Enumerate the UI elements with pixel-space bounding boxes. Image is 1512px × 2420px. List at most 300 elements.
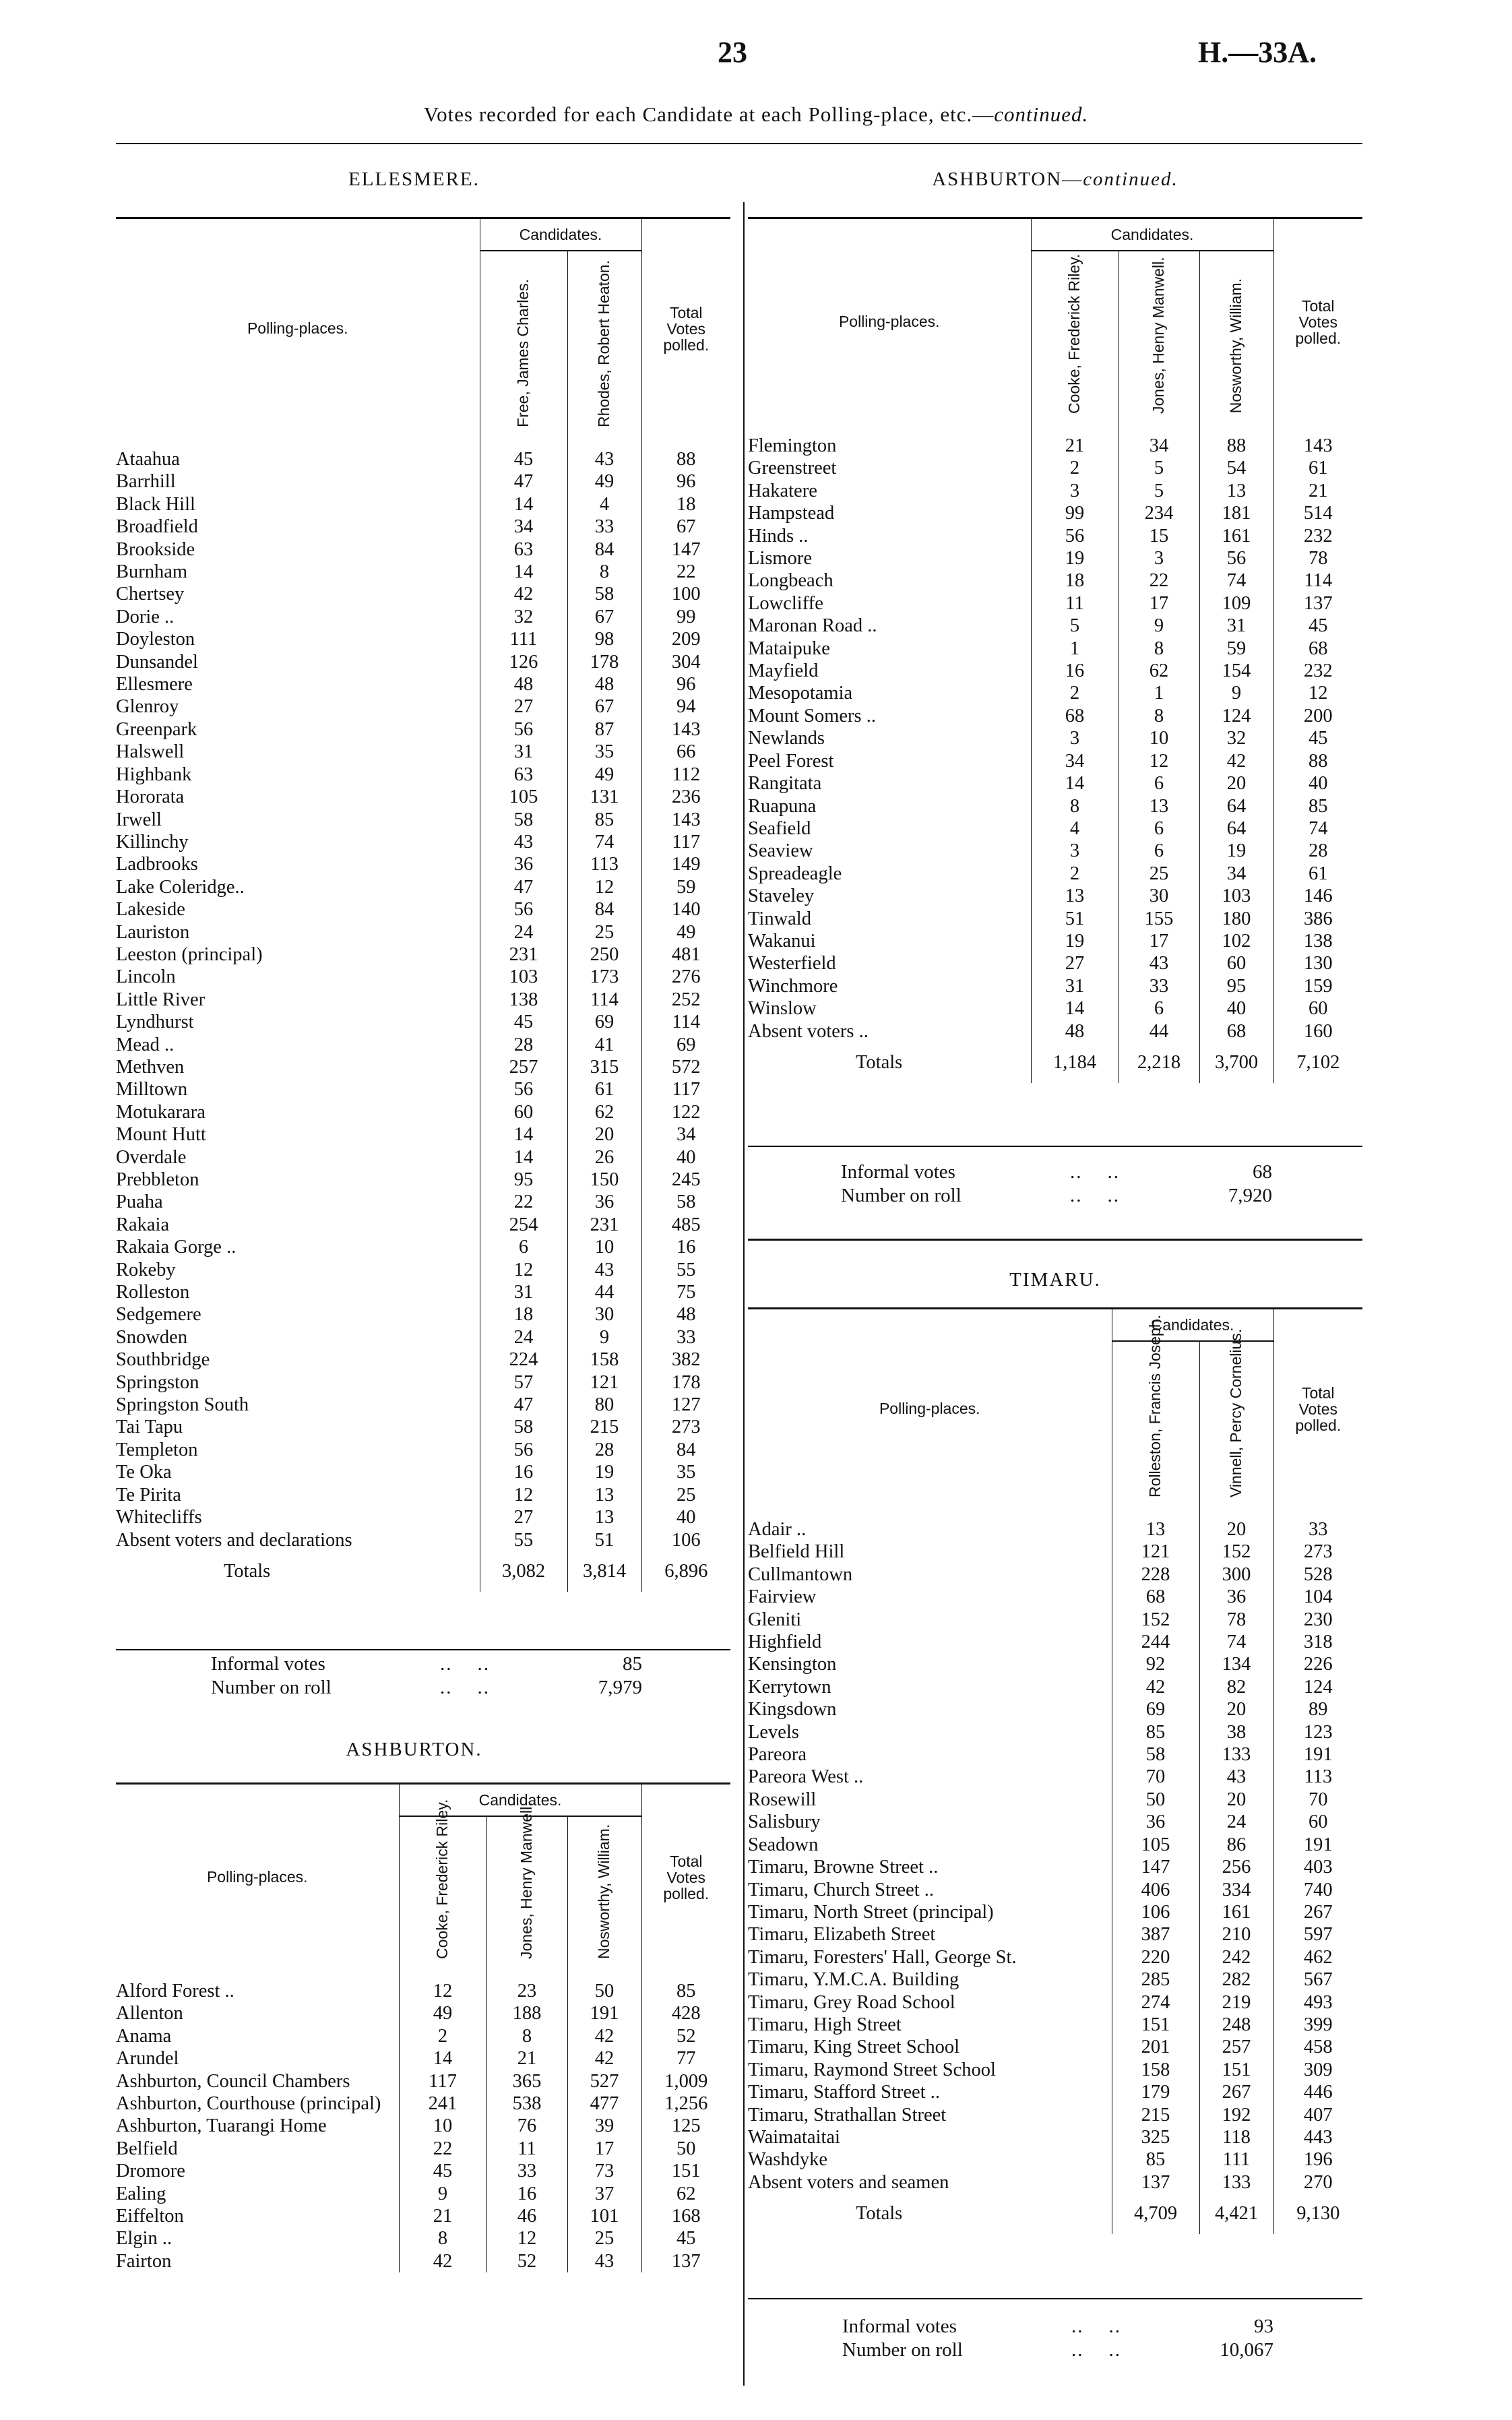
table-row xyxy=(748,1991,1362,2014)
timaru-informal-votes: 93 xyxy=(1254,2316,1273,2337)
total-votes-cell: 88 xyxy=(641,448,730,470)
dot-leader: .. .. xyxy=(1070,1185,1120,1206)
polling-place-name: Killinchy xyxy=(116,831,189,852)
table-row xyxy=(748,997,1362,1020)
total-votes-cell: 740 xyxy=(1273,1879,1362,1901)
polling-place-name: Te Pirita xyxy=(116,1484,181,1506)
table-row xyxy=(116,1101,730,1123)
candidate-votes-cell: 95 xyxy=(480,1169,567,1191)
number-on-roll-label: Number on roll xyxy=(211,1677,332,1698)
candidate-votes-cell: 95 xyxy=(1199,975,1273,997)
candidate-votes-cell: 102 xyxy=(1199,930,1273,952)
candidate-votes-cell: 14 xyxy=(480,1123,567,1146)
candidate-votes-cell: 36 xyxy=(1112,1811,1199,1833)
table-row xyxy=(748,795,1362,817)
candidate-votes-cell: 13 xyxy=(1112,1518,1199,1541)
candidate-votes-cell: 42 xyxy=(567,2025,641,2047)
total-votes-cell: 45 xyxy=(1273,615,1362,637)
polling-place-name: Fairton xyxy=(116,2250,172,2272)
table-row xyxy=(116,2227,730,2250)
candidate-votes-cell: 50 xyxy=(1112,1789,1199,1811)
dot-leader: .. .. xyxy=(440,1653,490,1675)
total-votes-cell: 94 xyxy=(641,695,730,718)
total-votes-cell: 58 xyxy=(641,1191,730,1213)
polling-place-name: Seafield xyxy=(748,817,811,839)
table-row xyxy=(748,1676,1362,1698)
polling-place-name: Gleniti xyxy=(748,1609,802,1630)
table-row xyxy=(116,1303,730,1326)
total-votes-cell: 48 xyxy=(641,1303,730,1326)
polling-place-name: Hampstead xyxy=(748,503,835,524)
candidate-votes-cell: 56 xyxy=(480,1078,567,1100)
spacer-cell xyxy=(480,439,567,448)
candidate-votes-cell: 158 xyxy=(567,1348,641,1371)
candidate-votes-cell: 82 xyxy=(1199,1676,1273,1698)
table-row xyxy=(748,638,1362,660)
table-row xyxy=(116,2092,730,2115)
polling-place-name: Kingsdown xyxy=(748,1699,837,1720)
candidate-votes-cell: 85 xyxy=(567,809,641,831)
candidate-votes-cell: 85 xyxy=(1112,1721,1199,1743)
polling-place-name: Lake Coleridge.. xyxy=(116,876,245,898)
polling-place-name: Absent voters and seamen xyxy=(748,2171,949,2193)
total-votes-cell: 403 xyxy=(1273,1856,1362,1878)
polling-place-name: Pareora West .. xyxy=(748,1766,864,1788)
polling-place-name: Dunsandel xyxy=(116,651,198,673)
table-row xyxy=(116,516,730,538)
ellesmere-footer xyxy=(211,1652,642,1700)
polling-place-name: Timaru, Foresters' Hall, George St. xyxy=(748,1946,1017,1968)
spacer-cell xyxy=(567,1971,641,1980)
candidate-votes-cell: 20 xyxy=(1199,1518,1273,1541)
candidate-votes-cell: 1 xyxy=(1119,682,1199,704)
candidate-votes-cell: 158 xyxy=(1112,2059,1199,2081)
candidate-votes-cell: 56 xyxy=(1199,547,1273,569)
table-row xyxy=(748,1834,1362,1856)
candidate-votes-cell: 36 xyxy=(480,853,567,875)
total-votes-cell: 458 xyxy=(1273,2036,1362,2058)
total-votes-cell: 78 xyxy=(1273,547,1362,569)
polling-place-name: Timaru, Grey Road School xyxy=(748,1991,955,2013)
polling-place-name: Ashburton, Tuarangi Home xyxy=(116,2115,327,2137)
polling-place-name: Levels xyxy=(748,1721,799,1743)
polling-place-name: Pareora xyxy=(748,1744,807,1766)
polling-place-name: Timaru, Strathallan Street xyxy=(748,2104,947,2126)
total-votes-cell: 191 xyxy=(1273,1834,1362,1856)
table-row xyxy=(748,1901,1362,1923)
candidate-votes-cell: 8 xyxy=(399,2227,486,2250)
total-votes-cell: 168 xyxy=(641,2205,730,2227)
candidate-votes-cell: 25 xyxy=(567,921,641,943)
candidate-votes-cell: 56 xyxy=(1031,525,1119,547)
polling-place-name: Wakanui xyxy=(748,930,816,952)
candidate-votes-cell: 17 xyxy=(1119,930,1199,952)
table-row xyxy=(116,1461,730,1483)
candidate-votes-cell: 8 xyxy=(1031,795,1119,817)
totals-label: Totals xyxy=(224,1560,271,1582)
candidate-votes-cell: 32 xyxy=(480,606,567,628)
table-row xyxy=(116,1034,730,1056)
polling-place-name: Lakeside xyxy=(116,899,185,921)
candidate-votes-cell: 42 xyxy=(1199,750,1273,772)
table-row xyxy=(748,1586,1362,1608)
table-row xyxy=(748,457,1362,479)
candidate-votes-cell: 147 xyxy=(1112,1856,1199,1878)
polling-place-name: Washdyke xyxy=(748,2149,828,2171)
candidate-votes-cell: 150 xyxy=(567,1169,641,1191)
candidate-votes-cell: 161 xyxy=(1199,1901,1273,1923)
candidate-votes-cell: 19 xyxy=(1031,547,1119,569)
candidate-votes-cell: 47 xyxy=(480,876,567,898)
candidate-votes-cell: 234 xyxy=(1119,502,1199,524)
table-row xyxy=(748,1766,1362,1788)
total-votes-cell: 112 xyxy=(641,764,730,786)
total-votes-cell: 178 xyxy=(641,1371,730,1394)
polling-place-name: Springston xyxy=(116,1371,199,1393)
total-votes-cell: 443 xyxy=(1273,2126,1362,2148)
polling-place-name: Mount Somers .. xyxy=(748,705,877,726)
table-row xyxy=(116,561,730,583)
candidate-votes-cell: 76 xyxy=(486,2115,567,2137)
total-votes-cell: 88 xyxy=(1273,750,1362,772)
total-votes-cell: 45 xyxy=(641,2227,730,2250)
candidate-name: Jones, Henry Manwell. xyxy=(517,1801,536,1959)
total-votes-cell: 160 xyxy=(1273,1020,1362,1043)
candidate-votes-cell: 87 xyxy=(567,718,641,741)
table-row xyxy=(116,2025,730,2047)
ashburton-table xyxy=(116,1783,730,2272)
candidate-votes-cell: 17 xyxy=(1119,592,1199,615)
total-votes-cell: 123 xyxy=(1273,1721,1362,1743)
total-votes-cell: 428 xyxy=(641,2002,730,2024)
candidate-votes-cell: 51 xyxy=(1031,908,1119,930)
candidate-votes-cell: 26 xyxy=(567,1146,641,1169)
candidate-votes-cell: 22 xyxy=(399,2138,486,2160)
candidate-votes-cell: 74 xyxy=(1199,1631,1273,1653)
total-votes-cell: 147 xyxy=(641,538,730,561)
candidate-votes-cell: 18 xyxy=(1031,569,1119,592)
candidate-votes-cell: 274 xyxy=(1112,1991,1199,2014)
spacer-cell xyxy=(399,1971,486,1980)
polling-place-name: Mead .. xyxy=(116,1034,175,1055)
total-votes-cell: 273 xyxy=(641,1416,730,1438)
table-row xyxy=(116,2002,730,2024)
page-title xyxy=(0,102,1512,127)
polling-place-name: Motukarara xyxy=(116,1101,206,1123)
candidate-votes-cell: 2 xyxy=(1031,457,1119,479)
candidate-votes-cell: 34 xyxy=(1119,435,1199,457)
candidate-votes-cell: 161 xyxy=(1199,525,1273,547)
candidate-votes-cell: 30 xyxy=(1119,885,1199,907)
polling-place-name: Te Oka xyxy=(116,1462,172,1483)
table-row xyxy=(116,1259,730,1281)
section-separator xyxy=(748,1239,1362,1241)
grand-total-cell: 6,896 xyxy=(641,1551,730,1592)
candidate-votes-cell: 43 xyxy=(480,831,567,853)
candidate-votes-cell: 3 xyxy=(1119,547,1199,569)
table-row xyxy=(116,2250,730,2272)
candidate-votes-cell: 44 xyxy=(567,1281,641,1303)
table-row xyxy=(116,2070,730,2092)
table-row xyxy=(748,2148,1362,2171)
candidate-name-header xyxy=(1199,251,1273,425)
polling-place-name: Sedgemere xyxy=(116,1304,201,1326)
spacer-cell xyxy=(641,1971,730,1980)
total-votes-cell: 40 xyxy=(641,1146,730,1169)
candidate-votes-cell: 219 xyxy=(1199,1991,1273,2014)
polling-place-name: Timaru, North Street (principal) xyxy=(748,1901,994,1923)
candidate-votes-cell: 10 xyxy=(1119,727,1199,749)
candidate-votes-cell: 43 xyxy=(567,448,641,470)
table-row xyxy=(116,741,730,763)
total-votes-cell: 35 xyxy=(641,1461,730,1483)
table-row xyxy=(748,1653,1362,1675)
table-row xyxy=(748,502,1362,524)
candidate-votes-cell: 61 xyxy=(567,1078,641,1100)
polling-place-name: Overdale xyxy=(116,1146,187,1168)
candidate-votes-cell: 4 xyxy=(1031,817,1119,840)
total-votes-cell: 62 xyxy=(641,2183,730,2205)
table-row xyxy=(748,1743,1362,1766)
polling-place-name: Staveley xyxy=(748,886,815,907)
total-votes-cell: 100 xyxy=(641,583,730,605)
table-row xyxy=(748,1879,1362,1901)
spacer-cell xyxy=(486,1971,567,1980)
candidate-name-header xyxy=(567,251,641,439)
total-votes-cell: 89 xyxy=(1273,1698,1362,1720)
table-row xyxy=(748,2104,1362,2126)
candidate-votes-cell: 527 xyxy=(567,2070,641,2092)
candidate-votes-cell: 387 xyxy=(1112,1923,1199,1946)
candidate-votes-cell: 45 xyxy=(399,2160,486,2182)
polling-place-name: Templeton xyxy=(116,1439,198,1460)
total-votes-cell: 232 xyxy=(1273,525,1362,547)
candidate-votes-cell: 178 xyxy=(567,651,641,673)
polling-place-name: Adair .. xyxy=(748,1519,807,1540)
polling-place-name: Allenton xyxy=(116,2003,183,2024)
candidate-votes-cell: 33 xyxy=(1119,975,1199,997)
polling-place-name: Greenpark xyxy=(116,718,197,740)
candidate-votes-cell: 155 xyxy=(1119,908,1199,930)
candidate-votes-cell: 9 xyxy=(399,2183,486,2205)
candidate-votes-cell: 138 xyxy=(480,989,567,1011)
polling-place-name: Irwell xyxy=(116,809,162,830)
total-votes-cell: 127 xyxy=(641,1394,730,1416)
polling-place-name: Flemington xyxy=(748,435,837,456)
spacer-cell xyxy=(116,439,480,448)
table-row xyxy=(116,1416,730,1438)
spacer-cell xyxy=(748,1509,1112,1518)
ashburton-number-on-roll: 7,920 xyxy=(1228,1185,1272,1206)
total-votes-cell: 59 xyxy=(641,876,730,898)
total-votes-cell: 572 xyxy=(641,1056,730,1078)
polling-place-name: Timaru, Raymond Street School xyxy=(748,2059,996,2080)
candidate-votes-cell: 49 xyxy=(399,2002,486,2024)
candidate-name-header xyxy=(1199,1328,1273,1509)
table-row xyxy=(116,718,730,741)
dot-leader: .. .. xyxy=(440,1677,490,1698)
candidate-votes-cell: 57 xyxy=(480,1371,567,1394)
total-votes-cell: 60 xyxy=(1273,1811,1362,1833)
polling-place-name: Black Hill xyxy=(116,493,195,515)
candidate-votes-cell: 64 xyxy=(1199,817,1273,840)
candidate-votes-cell: 12 xyxy=(1119,750,1199,772)
table-row xyxy=(748,525,1362,547)
table-row xyxy=(748,817,1362,840)
candidate-votes-cell: 33 xyxy=(567,516,641,538)
candidate-votes-cell: 20 xyxy=(1199,1698,1273,1720)
table-row xyxy=(748,592,1362,615)
candidate-votes-cell: 315 xyxy=(567,1056,641,1078)
total-votes-cell: 143 xyxy=(1273,435,1362,457)
total-votes-cell: 159 xyxy=(1273,975,1362,997)
candidate-votes-cell: 43 xyxy=(567,1259,641,1281)
total-votes-cell: 50 xyxy=(641,2138,730,2160)
candidate-votes-cell: 42 xyxy=(480,583,567,605)
total-votes-cell: 96 xyxy=(641,470,730,493)
total-votes-cell: 304 xyxy=(641,651,730,673)
candidate-votes-cell: 62 xyxy=(567,1101,641,1123)
candidate-votes-cell: 58 xyxy=(480,1416,567,1438)
candidates-header: Candidates. xyxy=(480,218,641,251)
polling-place-name: Waimataitai xyxy=(748,2126,840,2148)
table-row xyxy=(748,975,1362,997)
ashburton-continued-title-main: ASHBURTON— xyxy=(932,168,1083,190)
candidate-votes-cell: 121 xyxy=(567,1371,641,1394)
polling-place-name: Salisbury xyxy=(748,1811,821,1833)
candidate-votes-cell: 285 xyxy=(1112,1968,1199,1991)
polling-place-name: Brookside xyxy=(116,538,195,560)
candidate-votes-cell: 256 xyxy=(1199,1856,1273,1878)
polling-place-name: Alford Forest .. xyxy=(116,1981,234,2002)
table-row xyxy=(748,1609,1362,1631)
table-row xyxy=(116,1236,730,1258)
polling-place-name: Rangitata xyxy=(748,773,822,795)
total-votes-cell: 267 xyxy=(1273,1901,1362,1923)
candidate-votes-cell: 45 xyxy=(480,448,567,470)
informal-votes-label: Informal votes xyxy=(842,2316,957,2337)
candidate-votes-cell: 105 xyxy=(480,786,567,808)
candidate-votes-cell: 78 xyxy=(1199,1609,1273,1631)
polling-place-name: Leeston (principal) xyxy=(116,943,263,965)
candidate-votes-cell: 228 xyxy=(1112,1563,1199,1586)
total-votes-cell: 1,256 xyxy=(641,2092,730,2115)
table-row xyxy=(748,660,1362,682)
polling-places-header: Polling-places. xyxy=(748,218,1031,425)
total-votes-cell: 33 xyxy=(641,1326,730,1348)
candidate-votes-cell: 210 xyxy=(1199,1923,1273,1946)
candidate-votes-cell: 14 xyxy=(399,2047,486,2070)
candidates-header: Candidates. xyxy=(399,1784,641,1816)
candidate-votes-cell: 14 xyxy=(1031,772,1119,795)
candidate-votes-cell: 41 xyxy=(567,1034,641,1056)
total-votes-cell: 124 xyxy=(1273,1676,1362,1698)
table-row xyxy=(116,493,730,516)
candidate-votes-cell: 56 xyxy=(480,898,567,921)
total-votes-cell: 191 xyxy=(1273,1743,1362,1766)
table-row xyxy=(748,682,1362,704)
candidate-votes-cell: 3 xyxy=(1031,840,1119,862)
total-votes-cell: 143 xyxy=(641,809,730,831)
candidate-votes-cell: 134 xyxy=(1199,1653,1273,1675)
candidate-votes-cell: 12 xyxy=(486,2227,567,2250)
candidate-name: Rhodes, Robert Heaton. xyxy=(595,259,613,427)
candidate-votes-cell: 1 xyxy=(1031,638,1119,660)
candidate-votes-cell: 22 xyxy=(480,1191,567,1213)
polling-place-name: Ellesmere xyxy=(116,674,193,695)
candidate-votes-cell: 33 xyxy=(486,2160,567,2182)
total-votes-cell: 137 xyxy=(641,2250,730,2272)
candidate-votes-cell: 152 xyxy=(1112,1609,1199,1631)
candidate-votes-cell: 56 xyxy=(480,1439,567,1461)
candidate-votes-cell: 85 xyxy=(1112,2148,1199,2171)
spacer-cell xyxy=(1273,425,1362,435)
candidate-votes-cell: 50 xyxy=(567,1980,641,2002)
totals-row xyxy=(748,1043,1362,1083)
candidate-votes-cell: 11 xyxy=(1031,592,1119,615)
page-title-main: Votes recorded for each Candidate at each Polling-place, etc.— xyxy=(423,102,995,126)
table-row xyxy=(116,470,730,493)
total-votes-cell: 61 xyxy=(1273,863,1362,885)
total-votes-cell: 85 xyxy=(641,1980,730,2002)
informal-votes-label: Informal votes xyxy=(211,1653,325,1675)
candidate-votes-cell: 68 xyxy=(1112,1586,1199,1608)
candidate-votes-cell: 8 xyxy=(486,2025,567,2047)
total-votes-header: Total Votes polled. xyxy=(641,218,730,439)
spacer-cell xyxy=(1199,1509,1273,1518)
polling-place-name: Tinwald xyxy=(748,908,811,929)
candidate-name-header xyxy=(480,251,567,439)
candidate-votes-cell: 12 xyxy=(399,1980,486,2002)
polling-place-name: Ashburton, Courthouse (principal) xyxy=(116,2093,381,2115)
candidate-votes-cell: 54 xyxy=(1199,457,1273,479)
timaru-table xyxy=(748,1308,1362,2234)
candidate-name: Free, James Charles. xyxy=(514,278,532,427)
candidate-votes-cell: 3 xyxy=(1031,727,1119,749)
total-votes-cell: 143 xyxy=(641,718,730,741)
polling-place-name: Kensington xyxy=(748,1654,837,1675)
candidate-votes-cell: 55 xyxy=(480,1529,567,1551)
candidate-votes-cell: 365 xyxy=(486,2070,567,2092)
polling-place-name: Lauriston xyxy=(116,921,190,943)
polling-place-name: Little River xyxy=(116,989,206,1010)
candidate-votes-cell: 31 xyxy=(480,741,567,763)
candidate-name-header xyxy=(486,1801,567,1971)
candidate-votes-cell: 192 xyxy=(1199,2104,1273,2126)
total-votes-cell: 597 xyxy=(1273,1923,1362,1946)
ellesmere-bottom-rule xyxy=(116,1649,730,1650)
total-votes-cell: 66 xyxy=(641,741,730,763)
total-votes-cell: 52 xyxy=(641,2025,730,2047)
table-row xyxy=(116,583,730,605)
total-votes-cell: 138 xyxy=(1273,930,1362,952)
total-votes-cell: 49 xyxy=(641,921,730,943)
candidate-votes-cell: 69 xyxy=(567,1011,641,1033)
candidate-votes-cell: 92 xyxy=(1112,1653,1199,1675)
ellesmere-table xyxy=(116,218,730,1592)
spacer-cell xyxy=(1273,1509,1362,1518)
candidate-votes-cell: 47 xyxy=(480,1394,567,1416)
polling-place-name: Glenroy xyxy=(116,696,179,718)
candidate-votes-cell: 3 xyxy=(1031,480,1119,502)
polling-place-name: Prebbleton xyxy=(116,1169,199,1190)
table-row xyxy=(116,2160,730,2182)
table-row xyxy=(748,1946,1362,1968)
total-votes-cell: 60 xyxy=(1273,997,1362,1020)
candidate-votes-cell: 2 xyxy=(399,2025,486,2047)
polling-place-name: Winchmore xyxy=(748,975,838,997)
total-votes-cell: 67 xyxy=(641,516,730,538)
